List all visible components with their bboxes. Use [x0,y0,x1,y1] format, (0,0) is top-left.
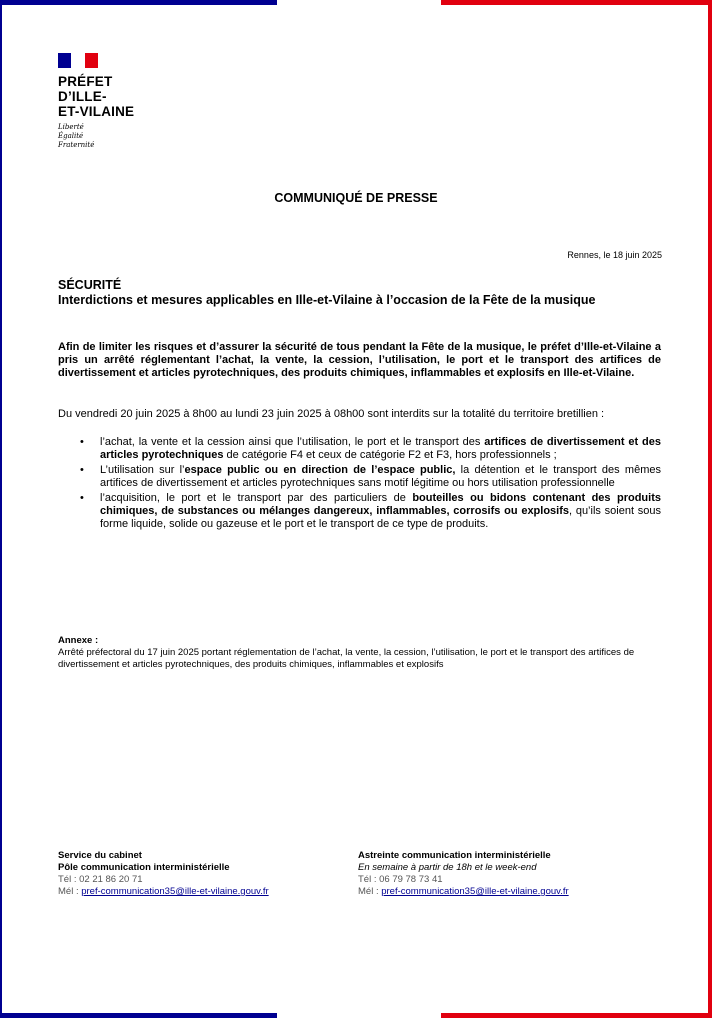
contact-astreinte: Astreinte communication interministérielle En semaine à partir de 18h et le week-end Tél : 06 79 78 73 41 Mél : pref-communication35@ille-et-vilaine.gouv.fr [358,850,569,897]
email-link[interactable]: pref-communication35@ille-et-vilaine.gouv.fr [81,886,269,897]
top-red-bar [441,0,712,5]
document-date: Rennes, le 18 juin 2025 [567,250,662,260]
section-subtitle: Interdictions et mesures applicables en Ille-et-Vilaine à l’occasion de la Fête de la musique [58,293,596,307]
top-blue-bar [0,0,277,5]
section-category: SÉCURITÉ [58,278,122,292]
section-heading [58,278,595,308]
republic-motto: Liberté Égalité Fraternité [58,123,95,149]
prohibitions-list [80,436,661,533]
bottom-red-bar [441,1013,712,1018]
right-red-edge [708,0,712,1018]
annex-text: Arrêté préfectoral du 17 juin 2025 portant réglementation de l’achat, la vente, la cession, l’utilisation, le port et le transport des artifices de divertissement et articles pyrotechniques, des produits chimiques, inflammables et explosifs [58,647,635,670]
list-item: • L’utilisation sur l’espace public ou en direction de l’espace public, la détention et le transport des mêmes artifices de divertissement et articles pyrotechniques sans motif légitime ou hors utilisation professionnelle [80,464,661,490]
left-blue-edge [0,0,2,1018]
bottom-blue-bar [0,1013,277,1018]
contact-cabinet: Service du cabinet Pôle communication interministérielle Tél : 02 21 86 20 71 Mél : pref-communication35@ille-et-vilaine.gouv.fr [58,850,269,897]
email-link[interactable]: pref-communication35@ille-et-vilaine.gouv.fr [381,886,569,897]
prefecture-logo [58,53,134,150]
lead-paragraph: Afin de limiter les risques et d’assurer la sécurité de tous pendant la Fête de la musique, le préfet d’Ille-et-Vilaine a pris un arrêté réglementant l’achat, la vente, la cession, l’utilisation, le port et le transport des artifices de divertissement et articles pyrotechniques, des produits chimiques, inflammables et explosifs en Ille-et-Vilaine. [58,341,661,379]
list-item: • l’achat, la vente et la cession ainsi que l’utilisation, le port et le transport des artifices de divertissement et des articles pyrotechniques de catégorie F4 et ceux de catégorie F2 et F3, hors professionnels ; [80,436,661,462]
annex-heading: Annexe : [58,635,99,646]
prefecture-name: PRÉFET D’ILLE- ET-VILAINE [58,74,135,119]
document-title: COMMUNIQUÉ DE PRESSE [274,191,438,205]
annex-block [58,635,661,671]
intro-paragraph: Du vendredi 20 juin 2025 à 8h00 au lundi 23 juin 2025 à 08h00 sont interdits sur la totalité du territoire bretillien : [58,408,605,420]
list-item: • l’acquisition, le port et le transport par des particuliers de bouteilles ou bidons contenant des produits chimiques, de substances ou mélanges dangereux, inflammables, corrosifs ou explosifs, qu’ils soient sous forme liquide, solide ou gazeuse et le port et le transport de ce type de produits. [80,492,661,531]
marianne-flag-icon [58,53,98,68]
